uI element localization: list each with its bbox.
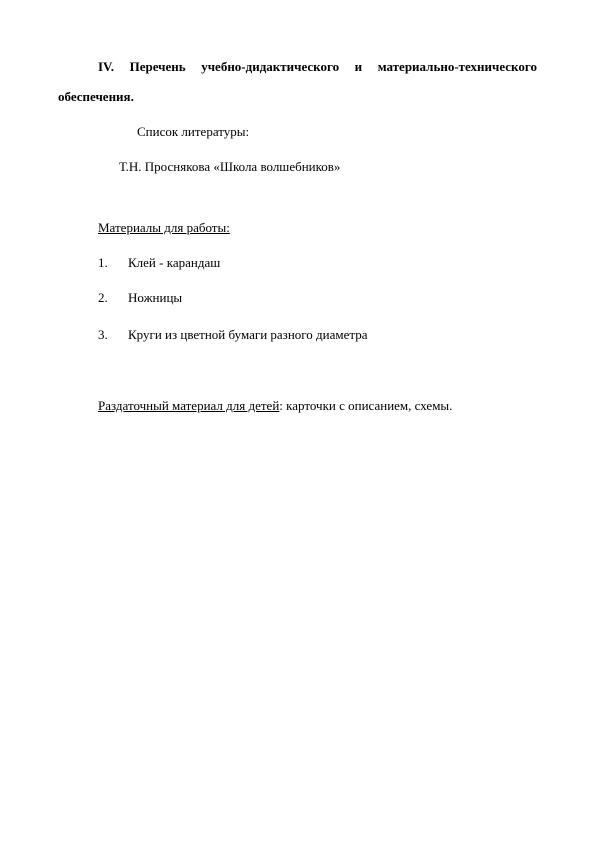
list-item-text: Ножницы bbox=[128, 290, 183, 305]
heading-word: IV. bbox=[98, 59, 115, 74]
section-heading bbox=[98, 60, 537, 73]
heading-word: и bbox=[354, 59, 363, 74]
handout-label: Раздаточный материал для детей bbox=[98, 398, 280, 413]
list-item-number: 3. bbox=[98, 327, 108, 342]
handout-paragraph bbox=[98, 399, 452, 412]
heading-word: Перечень bbox=[129, 59, 186, 74]
list-item-text: Круги из цветной бумаги разного диаметра bbox=[128, 327, 368, 342]
literature-item: Т.Н. Проснякова «Школа волшебников» bbox=[119, 159, 341, 174]
heading-word: материально-технического bbox=[377, 59, 537, 74]
materials-title: Материалы для работы: bbox=[98, 220, 230, 235]
list-item-number: 1. bbox=[98, 255, 108, 270]
heading-word: учебно-дидактического bbox=[201, 59, 340, 74]
list-item-number: 2. bbox=[98, 290, 108, 305]
handout-text: : карточки с описанием, схемы. bbox=[279, 398, 453, 413]
section-heading-continued: обеспечения. bbox=[58, 89, 134, 104]
list-item-text: Клей - карандаш bbox=[128, 255, 221, 270]
literature-title: Список литературы: bbox=[137, 124, 250, 139]
